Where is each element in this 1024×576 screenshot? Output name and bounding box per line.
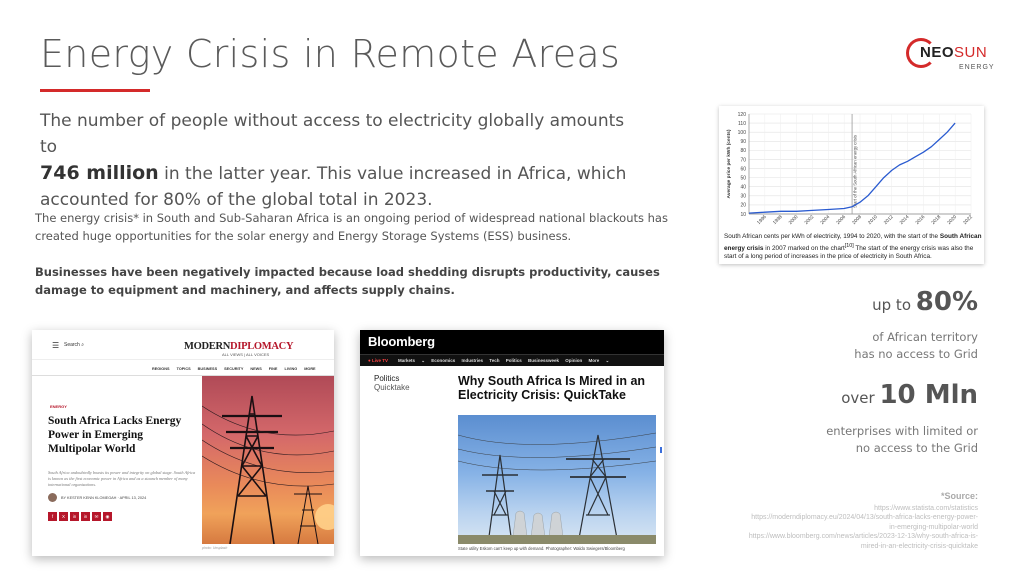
md-category-badge[interactable]: ENERGY bbox=[50, 404, 67, 409]
chart-x-tick-label: 1996 bbox=[756, 214, 768, 226]
neosun-logo bbox=[906, 38, 995, 76]
chart-y-tick-label: 90 bbox=[740, 139, 746, 146]
chart-caption-c: in 2007 marked on the chart bbox=[763, 244, 845, 252]
title-underline bbox=[40, 89, 150, 92]
share-button-1[interactable]: X bbox=[59, 512, 68, 521]
stat-enterprises-desc-1: enterprises with limited or bbox=[826, 424, 978, 438]
md-photo-credit: photo: Unsplash bbox=[202, 546, 228, 550]
business-impact-paragraph: Businesses have been negatively impacted because load shedding disrupts productivity, causes damage to equipment and machinery, and affects supply chains. bbox=[35, 265, 660, 297]
chart-y-tick-label: 30 bbox=[740, 193, 746, 200]
chart-caption-ref: [10] bbox=[844, 242, 854, 249]
chart-crisis-marker-label: Start of the South African energy crisis bbox=[852, 134, 858, 208]
chart-y-tick-label: 50 bbox=[740, 175, 746, 182]
price-line-chart bbox=[719, 106, 984, 233]
share-button-5[interactable]: ◉ bbox=[103, 512, 112, 521]
bb-section-quicktake[interactable]: Quicktake bbox=[374, 383, 410, 392]
chart-y-tick-label: 20 bbox=[740, 202, 746, 209]
md-tagline: ALL VIEWS | ALL VOICES bbox=[222, 352, 270, 357]
stat-territory-value: 80% bbox=[915, 287, 978, 317]
md-logo-a: MODERN bbox=[184, 341, 231, 352]
pylon-silhouette bbox=[202, 376, 334, 544]
chart-x-tick-label: 2000 bbox=[788, 214, 800, 226]
stat-territory-prefix: up to bbox=[872, 296, 916, 314]
source-link-statista[interactable]: https://www.statista.com/statistics bbox=[874, 504, 978, 512]
lead-highlight: 746 million bbox=[40, 162, 159, 184]
share-button-4[interactable]: ✉ bbox=[92, 512, 101, 521]
bb-photo-caption: State utility Eskom can't keep up with demand. Photographer: Waldo Swiegers/Bloomberg bbox=[458, 546, 625, 551]
chart-x-tick-label: 2016 bbox=[915, 214, 927, 226]
stat-enterprises-desc-2: no access to the Grid bbox=[855, 441, 978, 455]
logo-wordmark bbox=[920, 44, 987, 61]
moderndiplomacy-screenshot bbox=[32, 330, 334, 556]
stat-territory bbox=[872, 287, 978, 317]
md-nav-menu[interactable]: REGIONS TOPICS BUSINESS SECURITY NEWS FINE LIVING MORE bbox=[152, 367, 316, 371]
md-search[interactable] bbox=[64, 342, 84, 348]
chart-x-tick-label: 2022 bbox=[962, 214, 974, 226]
chart-x-tick-label: 2004 bbox=[820, 214, 832, 226]
chart-caption-d: The start of the energy crisis was also the start of a long period of increases in the price of electricity in South Africa. bbox=[724, 244, 974, 261]
md-search-label: Search bbox=[64, 342, 80, 348]
chart-caption-a: South African cents per kWh of electricity, 1994 to 2020, with the start of the bbox=[724, 233, 940, 240]
chart-y-tick-label: 110 bbox=[738, 120, 746, 127]
stat-territory-desc bbox=[854, 329, 978, 363]
bb-live-tv[interactable]: ● Live TV bbox=[368, 358, 388, 363]
chart-y-tick-label: 40 bbox=[740, 184, 746, 191]
chart-y-tick-label: 120 bbox=[737, 111, 746, 118]
chart-y-tick-label: 80 bbox=[740, 148, 746, 155]
chart-y-tick-label: 60 bbox=[740, 166, 746, 173]
md-byline: BY KESTER KENN KLOMEGAH · APRIL 13, 2024 bbox=[61, 496, 147, 500]
stat-enterprises-value: 10 Mln bbox=[879, 380, 978, 410]
md-excerpt: South Africa undoubtedly boasts its power and integrity on global stage. South Africa is known as the first economic power in Africa and as a staunch member of many international organizations. bbox=[48, 470, 196, 487]
power-pylons-sunset-photo bbox=[202, 376, 334, 544]
hamburger-icon[interactable]: ☰ bbox=[52, 341, 60, 350]
share-button-0[interactable]: f bbox=[48, 512, 57, 521]
bb-section-politics[interactable]: Politics bbox=[374, 374, 400, 383]
md-topbar bbox=[32, 330, 334, 360]
lead-paragraph bbox=[40, 108, 630, 213]
chart-x-tick-label: 2018 bbox=[931, 214, 943, 226]
md-headline: South Africa Lacks Energy Power in Emerging Multipolar World bbox=[48, 415, 182, 455]
chart-x-tick-label: 2008 bbox=[851, 214, 863, 226]
chart-x-tick-label: 2002 bbox=[804, 214, 816, 226]
bloomberg-logo[interactable]: Bloomberg bbox=[368, 334, 435, 349]
chart-x-tick-label: 2014 bbox=[899, 214, 911, 226]
slide-title: Energy Crisis in Remote Areas bbox=[40, 32, 621, 76]
share-button-2[interactable]: in bbox=[70, 512, 79, 521]
price-chart-card bbox=[719, 106, 984, 264]
logo-sun: SUN bbox=[954, 44, 988, 61]
chart-x-tick-label: 2010 bbox=[867, 214, 879, 226]
power-station-illustration bbox=[458, 415, 656, 544]
source-link-moderndiplomacy[interactable]: https://moderndiplomacy.eu/2024/04/13/south-africa-lacks-energy-power-in-emerging-multipolar-world bbox=[751, 514, 978, 531]
bb-nav-bar bbox=[360, 354, 664, 366]
bb-headline: Why South Africa Is Mired in an Electricity Crisis: QuickTake bbox=[458, 374, 646, 402]
sources-heading: *Source: bbox=[940, 491, 978, 501]
bb-scroll-indicator[interactable] bbox=[660, 447, 662, 453]
sources-block bbox=[748, 492, 978, 551]
chart-caption bbox=[724, 233, 982, 262]
lead-text-1: The number of people without access to electricity globally amounts to bbox=[40, 111, 625, 157]
chart-x-tick-label: 2006 bbox=[835, 214, 848, 226]
stat-territory-desc-1: of African territory bbox=[872, 330, 978, 344]
md-share-buttons bbox=[48, 512, 112, 521]
chart-y-tick-label: 100 bbox=[737, 129, 746, 136]
logo-subtitle: ENERGY bbox=[959, 64, 995, 71]
source-link-bloomberg[interactable]: https://www.bloomberg.com/news/articles/2023-12-13/why-south-africa-is-mired-in-an-electricity-crisis-quicktake bbox=[748, 533, 978, 550]
stat-enterprises bbox=[841, 380, 978, 410]
chart-y-axis-label: Average price per kWh (cents) bbox=[727, 129, 732, 199]
eskom-power-station-photo bbox=[458, 415, 656, 544]
bloomberg-screenshot bbox=[360, 330, 664, 556]
lead-text-2: in the latter year. This value increased in Africa, which accounted for 80% of the global total in 2023. bbox=[40, 164, 627, 210]
energy-crisis-paragraph: The energy crisis* in South and Sub-Saharan Africa is an ongoing period of widespread national blackouts has created huge opportunities for the solar energy and Energy Storage Systems (ESS) business. bbox=[35, 211, 668, 243]
chart-x-tick-label: 1998 bbox=[772, 214, 784, 226]
chart-x-tick-label: 2020 bbox=[946, 214, 959, 226]
chart-x-tick-label: 2012 bbox=[883, 214, 895, 226]
stat-enterprises-prefix: over bbox=[841, 389, 880, 407]
bb-header bbox=[360, 330, 664, 354]
md-logo-b: DIPLOMACY bbox=[230, 341, 294, 352]
bb-nav-items[interactable]: Markets ⌄ Economics Industries Tech Politics Businessweek Opinion More ⌄ bbox=[398, 358, 610, 363]
author-avatar bbox=[48, 493, 57, 502]
chart-y-tick-label: 70 bbox=[740, 157, 746, 164]
md-logo[interactable] bbox=[184, 341, 293, 352]
logo-neo: NEO bbox=[920, 44, 955, 61]
stat-territory-desc-2: has no access to Grid bbox=[854, 347, 978, 361]
stat-enterprises-desc bbox=[826, 423, 978, 457]
chart-caption-b: South African energy crisis bbox=[724, 233, 982, 252]
share-button-3[interactable]: in bbox=[81, 512, 90, 521]
chart-y-tick-label: 10 bbox=[740, 211, 746, 218]
search-icon: ⌕ bbox=[81, 342, 85, 348]
